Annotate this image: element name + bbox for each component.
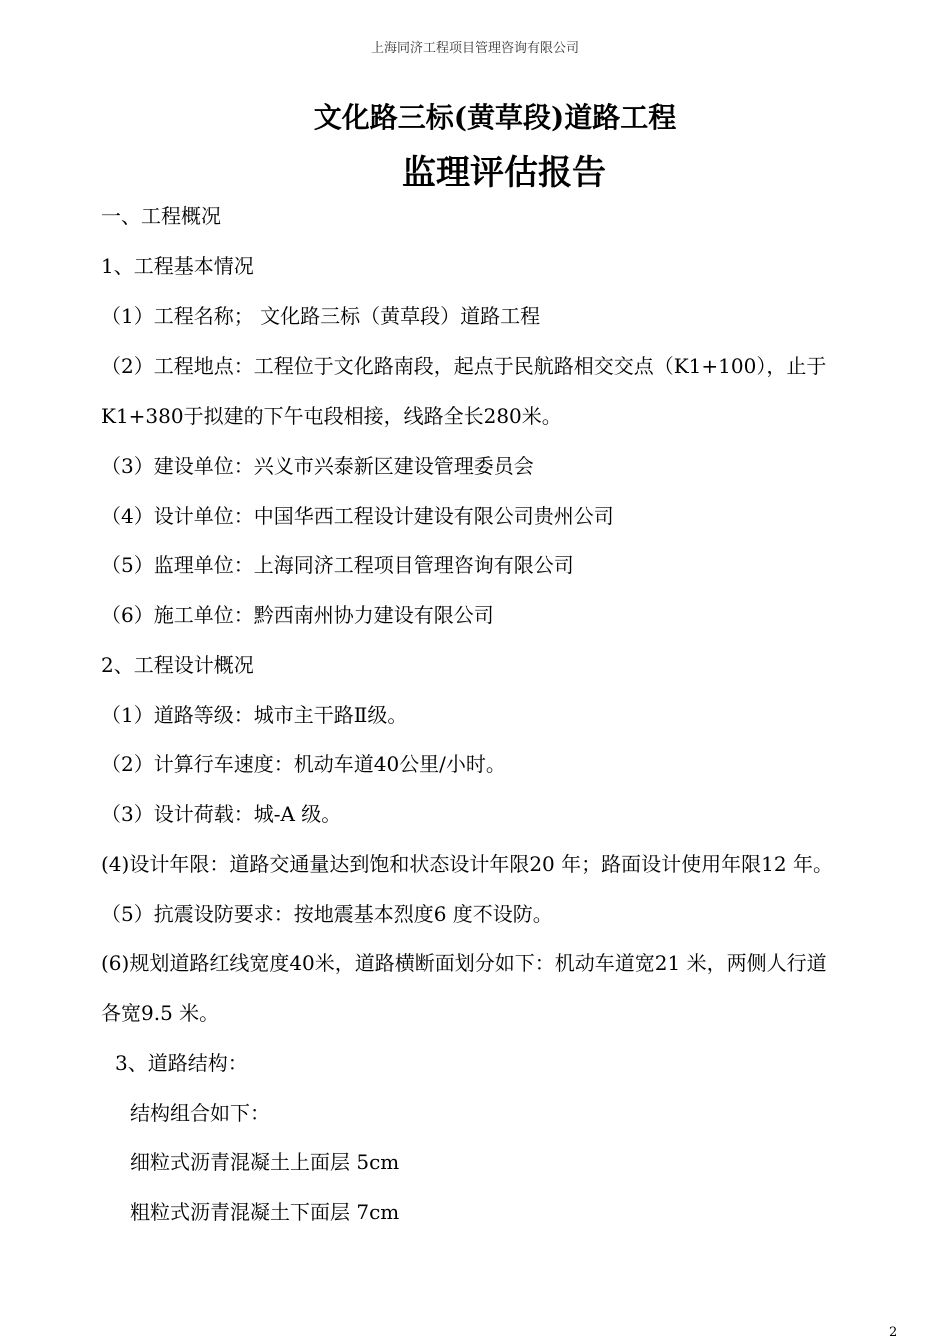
subsection-heading-structure: 3、道路结构： [115,1051,248,1075]
document-title-project: 文化路三标(黄草段)道路工程 [313,101,677,134]
paragraph-design-life: (4)设计年限：道路交通量达到饱和状态设计年限20 年；路面设计使用年限12 年。 [101,852,833,876]
paragraph-project-location: （2）工程地点：工程位于文化路南段，起点于民航路相交交点（K1+100），止于 [101,354,827,378]
paragraph-project-name: （1）工程名称； 文化路三标（黄草段）道路工程 [101,304,541,328]
paragraph-road-grade: （1）道路等级：城市主干路Ⅱ级。 [101,703,408,727]
paragraph-design-speed: （2）计算行车速度：机动车道40公里/小时。 [101,752,506,776]
paragraph-structure-top-layer: 细粒式沥青混凝土上面层 5cm [130,1150,400,1174]
paragraph-design-unit: （4）设计单位：中国华西工程设计建设有限公司贵州公司 [101,504,614,528]
paragraph-construction-unit: （3）建设单位：兴义市兴泰新区建设管理委员会 [101,454,534,478]
subsection-heading-basic-info: 1、工程基本情况 [101,254,254,278]
paragraph-structure-intro: 结构组合如下： [130,1101,270,1125]
page-number: 2 [889,1325,898,1340]
paragraph-structure-bottom-layer: 粗粒式沥青混凝土下面层 7cm [130,1200,400,1224]
paragraph-project-location-cont: K1+380于拟建的下午屯段相接，线路全长280米。 [101,404,562,428]
document-title-report: 监理评估报告 [402,153,606,193]
paragraph-contractor: （6）施工单位：黔西南州协力建设有限公司 [101,603,494,627]
paragraph-supervision-unit: （5）监理单位：上海同济工程项目管理咨询有限公司 [101,553,574,577]
paragraph-design-load: （3）设计荷载：城-A 级。 [101,802,342,826]
subsection-heading-design: 2、工程设计概况 [101,653,254,677]
section-heading-overview: 一、工程概况 [101,204,221,228]
paragraph-seismic: （5）抗震设防要求：按地震基本烈度6 度不设防。 [101,902,553,926]
page-header-company: 上海同济工程项目管理咨询有限公司 [370,41,579,56]
paragraph-cross-section: (6)规划道路红线宽度40米，道路横断面划分如下：机动车道宽21 米，两侧人行道 [101,951,827,975]
paragraph-cross-section-cont: 各宽9.5 米。 [101,1001,220,1025]
